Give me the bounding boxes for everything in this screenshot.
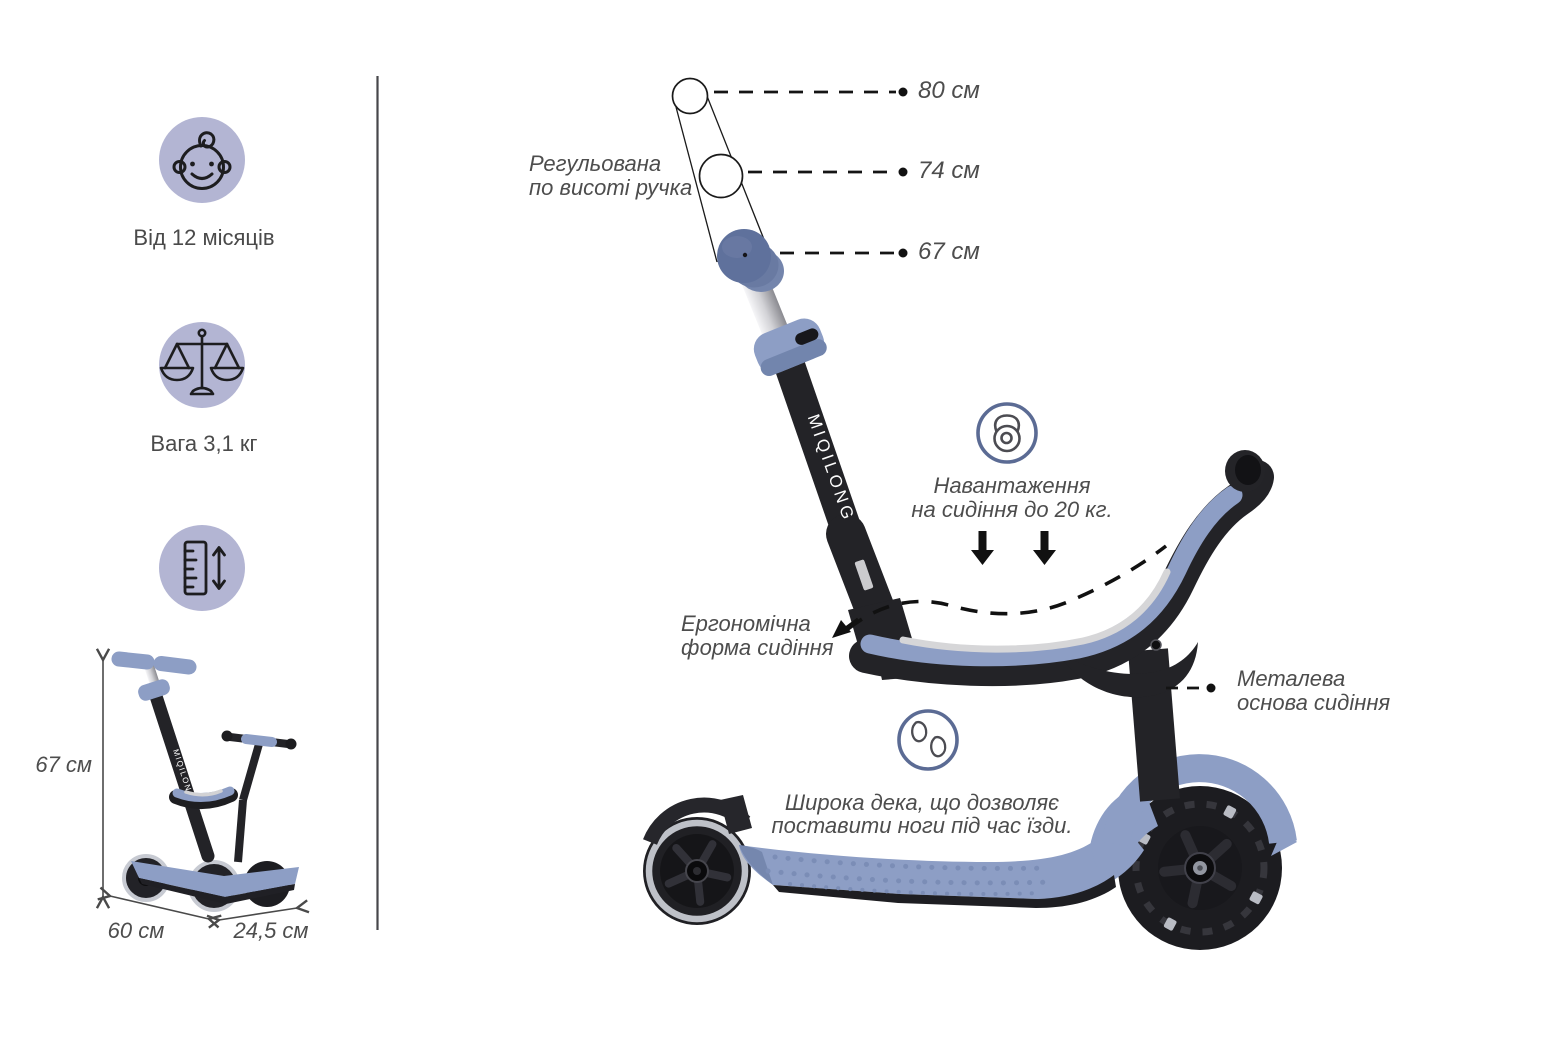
wide-deck-annotation bbox=[736, 791, 1108, 837]
handle-height-callouts bbox=[673, 79, 908, 263]
mini-height-label: 67 см bbox=[35, 752, 92, 777]
seat-shape-arrowhead bbox=[832, 620, 851, 638]
seat-shape-annotation bbox=[681, 612, 834, 660]
weight-label: Вага 3,1 кг bbox=[150, 431, 258, 456]
seat-base-line2: основа сидіння bbox=[1237, 690, 1391, 715]
seat-base-line1: Металева bbox=[1237, 666, 1346, 691]
steering-column bbox=[735, 259, 890, 648]
seat-shape-line2: форма сидіння bbox=[681, 635, 834, 660]
handle-annotation-line1: Регульована bbox=[529, 151, 662, 176]
column-brand-text: MIQILONG bbox=[803, 411, 859, 525]
height-ruler-icon bbox=[159, 525, 245, 611]
seat-load-line1: Навантаження bbox=[933, 473, 1091, 498]
seat-load-line2: на сидіння до 20 кг. bbox=[911, 497, 1113, 522]
height-80-label: 80 см bbox=[918, 77, 980, 104]
mini-brand-text: MIQILONG bbox=[171, 748, 196, 801]
seat-shape-line1: Ергономічна bbox=[681, 611, 811, 636]
load-arrows-icon bbox=[971, 531, 1056, 565]
handle-annotation-line2: по висоті ручка bbox=[529, 175, 693, 200]
mini-scooter bbox=[119, 659, 299, 910]
handle-knob bbox=[717, 229, 784, 292]
age-label: Від 12 місяців bbox=[133, 225, 275, 250]
seat-load-annotation bbox=[862, 474, 1162, 522]
mini-length-label: 60 см bbox=[107, 918, 165, 943]
handle-annotation bbox=[529, 152, 692, 200]
height-67-label: 67 см bbox=[918, 238, 980, 265]
wide-deck-line2: поставити ноги під час їзди. bbox=[771, 813, 1073, 838]
baby-icon bbox=[159, 117, 245, 203]
scales-icon bbox=[159, 322, 245, 408]
kettlebell-icon bbox=[978, 404, 1036, 462]
seat-base-annotation bbox=[1237, 667, 1390, 715]
wide-deck-line1: Широка дека, що дозволяє bbox=[784, 790, 1060, 815]
footprints-icon bbox=[899, 711, 957, 769]
scooter bbox=[643, 229, 1297, 950]
height-74-label: 74 см bbox=[918, 157, 980, 184]
mini-width-label: 24,5 см bbox=[233, 918, 309, 943]
